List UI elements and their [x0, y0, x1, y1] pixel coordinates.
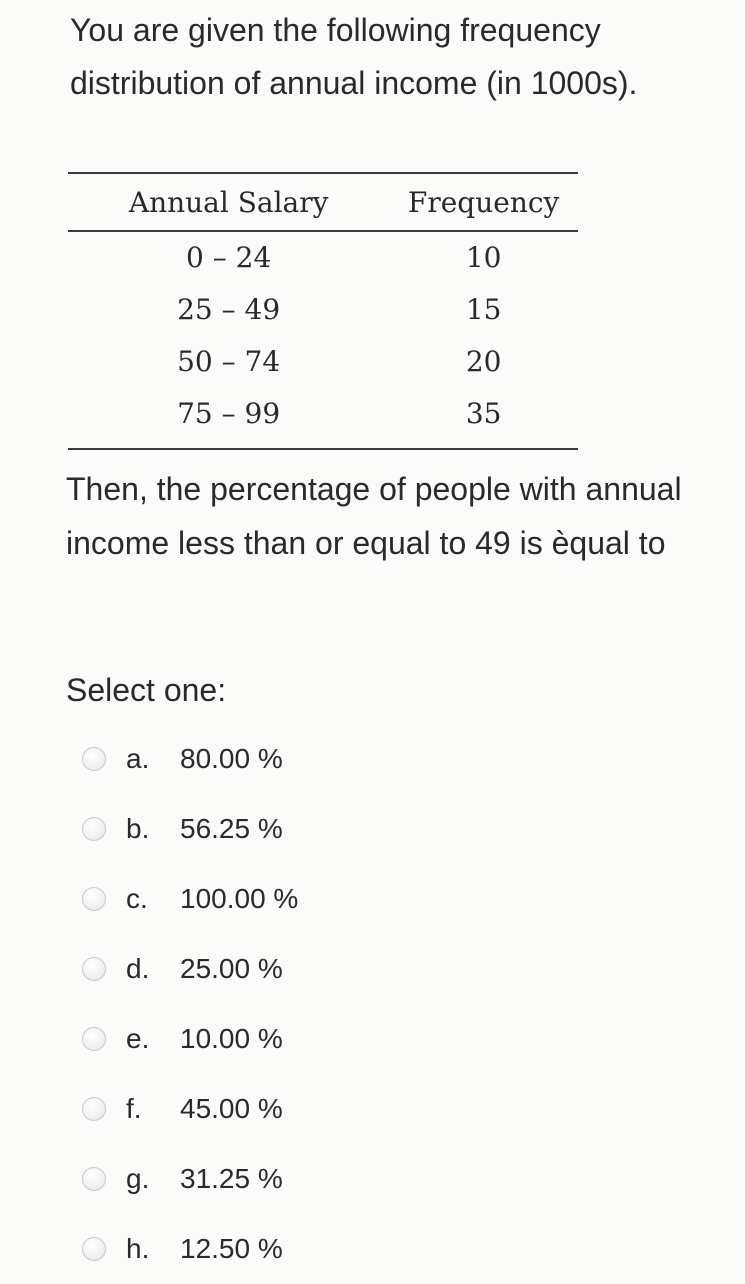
option-value: 10.00 % — [180, 1023, 283, 1054]
frequency-cell: 20 — [465, 345, 502, 378]
frequency-cell: 35 — [465, 397, 502, 430]
option-letter: a. — [126, 743, 150, 774]
option-value: 56.25 % — [180, 813, 283, 844]
option-letter: g. — [126, 1163, 150, 1194]
radio-button[interactable] — [82, 957, 106, 981]
option-letter: d. — [126, 953, 150, 984]
option-value: 100.00 % — [180, 883, 299, 914]
radio-button[interactable] — [82, 747, 106, 771]
option-letter: e. — [126, 1023, 150, 1054]
header-frequency: Frequency — [407, 185, 560, 219]
table-row — [68, 388, 578, 440]
table-bottom-rule — [68, 448, 578, 450]
option-e[interactable] — [82, 1004, 482, 1074]
option-c[interactable] — [82, 864, 482, 934]
frequency-cell: 15 — [465, 293, 502, 326]
option-b[interactable] — [82, 794, 482, 864]
option-letter: h. — [126, 1233, 150, 1264]
option-g[interactable] — [82, 1144, 482, 1214]
header-annual-salary: Annual Salary — [128, 185, 329, 219]
question-stem: Then, the percentage of people with annual income less than or equal to 49 is èqual to — [66, 471, 682, 561]
option-value: 12.50 % — [180, 1233, 283, 1264]
radio-button[interactable] — [82, 1237, 106, 1261]
option-letter: b. — [126, 813, 150, 844]
question-intro: You are given the following frequency distribution of annual income (in 1000s). — [70, 12, 638, 101]
radio-button[interactable] — [82, 887, 106, 911]
table-row — [68, 232, 578, 284]
option-value: 45.00 % — [180, 1093, 283, 1124]
frequency-cell: 10 — [465, 241, 502, 274]
radio-button[interactable] — [82, 817, 106, 841]
salary-cell: 50 – 74 — [177, 345, 281, 378]
frequency-table — [68, 172, 578, 450]
option-a[interactable] — [82, 724, 482, 794]
table-header-row — [68, 174, 578, 230]
option-d[interactable] — [82, 934, 482, 1004]
salary-cell: 0 – 24 — [186, 241, 272, 274]
option-letter: c. — [126, 883, 148, 914]
radio-button[interactable] — [82, 1167, 106, 1191]
answer-options — [82, 724, 482, 1284]
table-row — [68, 336, 578, 388]
option-f[interactable] — [82, 1074, 482, 1144]
select-one-label: Select one: — [66, 672, 227, 708]
salary-cell: 75 – 99 — [177, 397, 281, 430]
option-value: 31.25 % — [180, 1163, 283, 1194]
radio-button[interactable] — [82, 1097, 106, 1121]
frequency-table-grid — [68, 174, 578, 440]
option-value: 25.00 % — [180, 953, 283, 984]
table-row — [68, 284, 578, 336]
salary-cell: 25 – 49 — [177, 293, 281, 326]
option-value: 80.00 % — [180, 743, 283, 774]
radio-button[interactable] — [82, 1027, 106, 1051]
option-h[interactable] — [82, 1214, 482, 1284]
option-letter: f. — [126, 1093, 142, 1124]
